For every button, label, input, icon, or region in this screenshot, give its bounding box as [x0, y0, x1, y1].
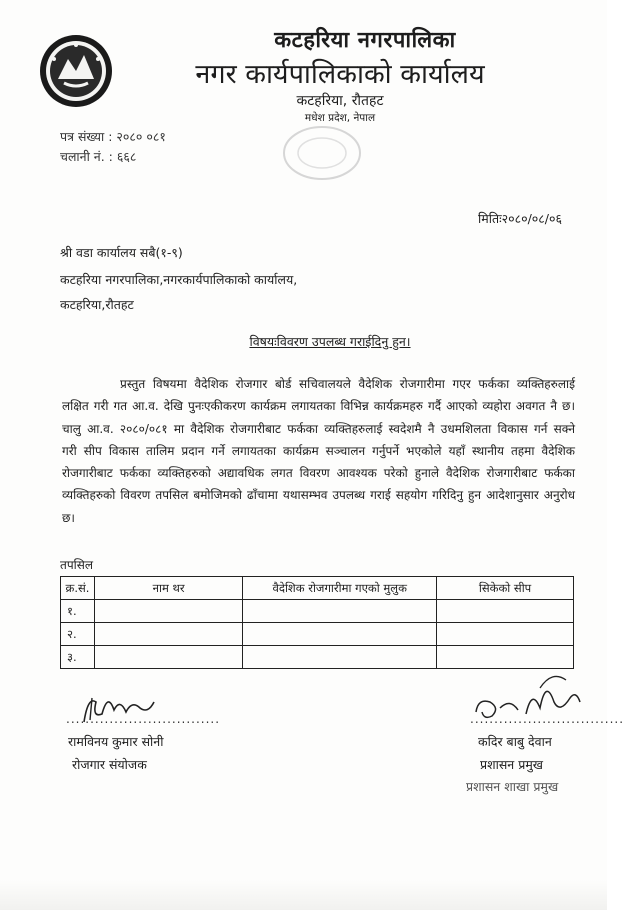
- details-table: [60, 576, 574, 669]
- letter-subject: विषयःविवरण उपलब्ध गराईदिनु हुन।: [249, 334, 411, 349]
- office-address: कटहरिया, रौतहट: [296, 93, 384, 109]
- left-signatory-title: रोजगार संयोजक: [72, 757, 147, 772]
- tapsil-label: तपसिल: [60, 558, 94, 572]
- row-name-cell: [94, 600, 242, 623]
- table-row: [61, 623, 574, 646]
- faint-stamp-icon: [278, 122, 366, 184]
- row-serial: २.: [61, 623, 95, 646]
- right-signature-line: ................................: [470, 712, 624, 726]
- col-serial-header: क्र.सं.: [61, 577, 95, 600]
- province-line: मधेश प्रदेश, नेपाल: [304, 112, 376, 124]
- row-country-cell: [243, 600, 437, 623]
- letter-body: प्रस्तुत विषयमा वैदेशिक रोजगार बोर्ड सचिवालयले वैदेशिक रोजगारीमा गएर फर्कका व्यक्तिहरुलाई लक्षित गरी गत आ.व. देखि पुनःएकीकरण कार्यक्रम लगायतका विभिन्न कार्यक्रमहरु गर्दै आएको व्यहोरा अवगत नै छ।चालु आ.व. २०८०/०८१ मा वैदेशिक रोजगारीबाट फर्कका व्यक्तिहरुलाई स्वदेशमै नै उधमशिलता विकास गर्न सक्ने गरी सीप विकास तालिम प्रदान गर्ने लगायतका कार्यक्रम सञ्चालन गर्नुपर्ने भएकोले यहाँ स्थानीय तहमा वैदेशिक रोजगारीबाट फर्कका व्यक्तिहरुको अद्यावधिक लगत विवरण आवश्यक परेको हुनाले वैदेशिक रोजगारीबाट फर्कका व्यक्तिहरुको विवरण तपसिल बमोजिमको ढाँचामा यथासम्भव उपलब्ध गराई सहयोग गरिदिनु हुन आदेशानुसार अनुरोध छ।: [62, 377, 575, 525]
- row-skill-cell: [437, 646, 574, 669]
- right-signatory-subtitle: प्रशासन शाखा प्रमुख: [466, 779, 559, 794]
- addressee-line-2: कटहरिया नगरपालिका,नगरकार्यपालिकाको कार्यालय,: [60, 272, 298, 287]
- col-country-header: वैदेशिक रोजगारीमा गएको मुलुक: [243, 577, 437, 600]
- right-signatory-title: प्रशासन प्रमुख: [480, 757, 544, 772]
- col-skill-header: सिकेको सीप: [437, 577, 574, 600]
- addressee-line-1: श्री वडा कार्यालय सबै(१-९): [60, 245, 183, 260]
- row-skill-cell: [437, 600, 574, 623]
- addressee-line-3: कटहरिया,रौतहट: [60, 297, 134, 312]
- table-row: [61, 600, 574, 623]
- col-name-header: नाम थर: [94, 577, 242, 600]
- page-bottom-shadow: [0, 880, 607, 910]
- municipality-logo: [38, 33, 114, 109]
- table-row: [61, 646, 574, 669]
- row-serial: १.: [61, 600, 95, 623]
- right-signatory-name: कदिर बाबु देवान: [478, 734, 552, 749]
- letter-date: मितिः२०८०/०८/०६: [478, 211, 563, 226]
- row-serial: ३.: [61, 646, 95, 669]
- table-header-row: [61, 577, 574, 600]
- patra-sankhya: पत्र संख्या : २०८० ०८१: [60, 129, 166, 144]
- row-name-cell: [94, 623, 242, 646]
- row-skill-cell: [437, 623, 574, 646]
- org-name: कटहरिया नगरपालिका: [274, 28, 456, 53]
- chalani-number: चलानी नं. : ६६८: [60, 149, 137, 164]
- office-name: नगर कार्यपालिकाको कार्यालय: [195, 59, 485, 90]
- left-signatory-name: रामविनय कुमार सोनी: [68, 734, 164, 749]
- row-name-cell: [94, 646, 242, 669]
- row-country-cell: [243, 623, 437, 646]
- row-country-cell: [243, 646, 437, 669]
- left-signature-line: ................................: [66, 712, 221, 726]
